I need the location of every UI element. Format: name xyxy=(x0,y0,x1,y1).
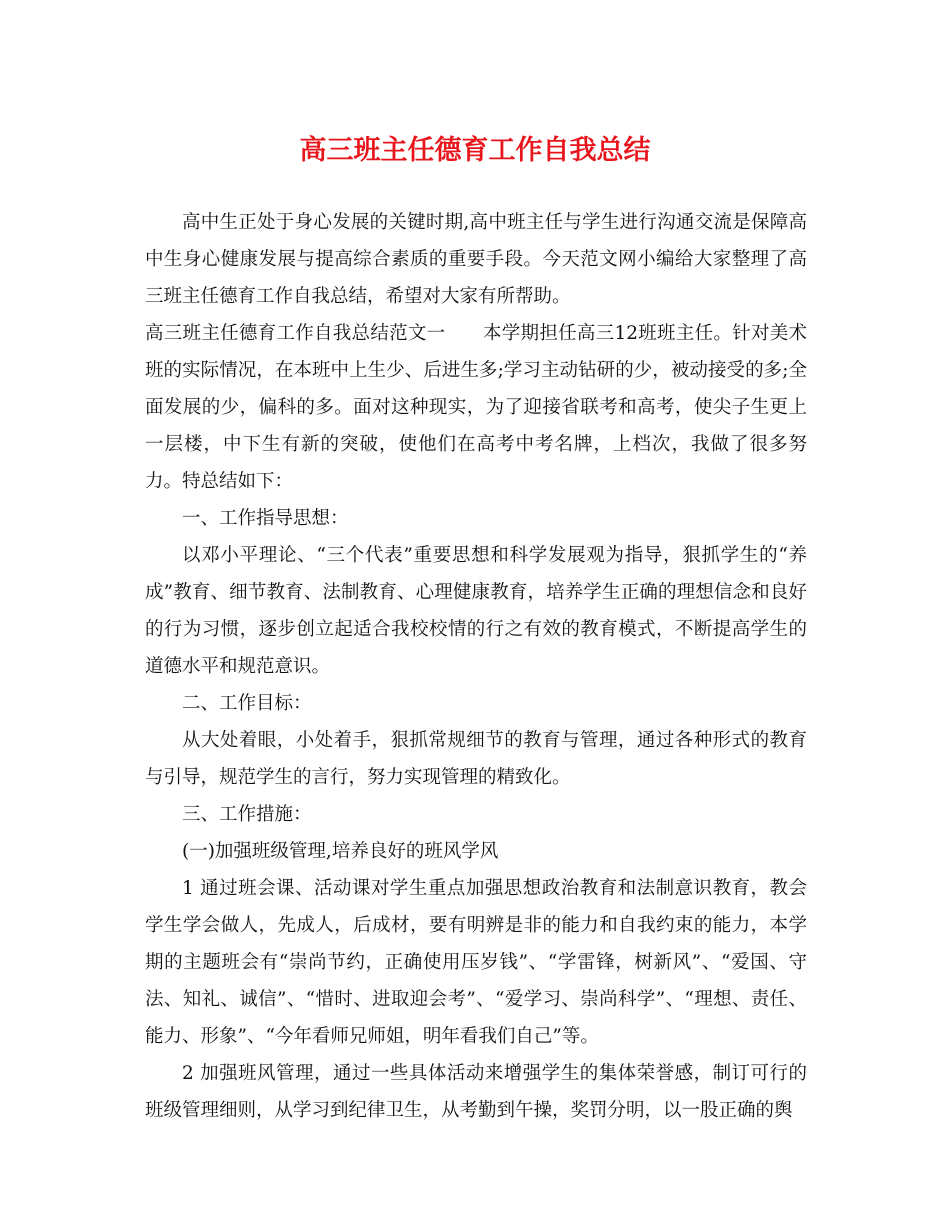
heading-work-goals: 二、工作目标： xyxy=(182,693,312,714)
paragraph-sample-one: 高三班主任德育工作自我总结范文一 本学期担任高三12班班主任。针对美术班的实际情况，在本班中上生少、后进生多;学习主动钻研的少，被动接受的多;全面发展的少，偏科的多。面对这种现实，为了迎接省联考和高考，使尖子生更上一层楼，中下生有新的突破，使他们在高考中考名牌，上档次，我做了很多努力。特总结如下： xyxy=(145,323,807,492)
paragraph-work-goals: 从大处着眼，小处着手，狠抓常规细节的教育与管理，通过各种形式的教育与引导，规范学生的言行，努力实现管理的精致化。 xyxy=(145,730,807,788)
paragraph-intro: 高中生正处于身心发展的关键时期,高中班主任与学生进行沟通交流是保障高中生身心健康发展与提高综合素质的重要手段。今天范文网小编给大家整理了高三班主任德育工作自我总结，希望对大家有所帮助。 xyxy=(145,212,807,307)
paragraph-measure-1: 1 通过班会课、活动课对学生重点加强思想政治教育和法制意识教育，教会学生学会做人，先成人，后成材，要有明辨是非的能力和自我约束的能力，本学期的主题班会有“崇尚节约，正确使用压岁钱”、“学雷锋，树新风”、“爱国、守法、知礼、诚信”、“惜时、进取迎会考”、“爱学习、崇尚科学”、“理想、责任、能力、形象”、“今年看师兄师姐，明年看我们自己”等。 xyxy=(145,878,807,1047)
paragraph-guiding-ideology: 以邓小平理论、“三个代表”重要思想和科学发展观为指导，狠抓学生的“养成”教育、细节教育、法制教育、心理健康教育，培养学生正确的理想信念和良好的行为习惯，逐步创立起适合我校校情的行之有效的教育模式，不断提高学生的道德水平和规范意识。 xyxy=(145,545,807,677)
document-body xyxy=(145,204,807,1129)
heading-guiding-ideology: 一、工作指导思想： xyxy=(182,508,349,529)
subheading-class-management: (一)加强班级管理,培养良好的班风学风 xyxy=(182,841,499,862)
heading-work-measures: 三、工作措施： xyxy=(182,804,312,825)
paragraph-measure-2: 2 加强班风管理，通过一些具体活动来增强学生的集体荣誉感，制订可行的班级管理细则，从学习到纪律卫生，从考勤到午操，奖罚分明，以一股正确的舆 xyxy=(145,1063,807,1121)
document-title: 高三班主任德育工作自我总结 xyxy=(299,135,651,166)
